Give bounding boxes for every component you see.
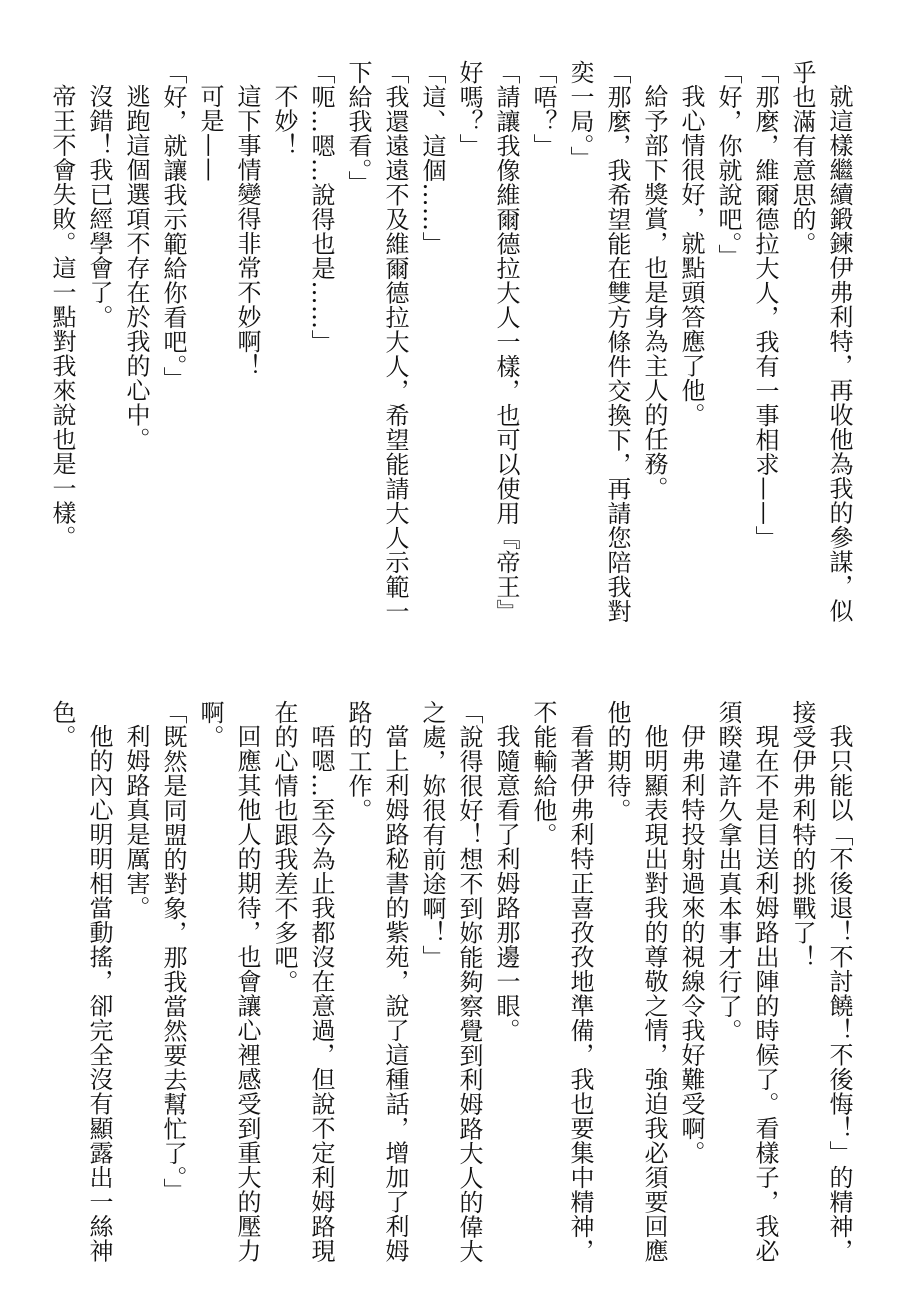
text-line: 他的內心明明相當動搖，卻完全沒有顯露出一絲神 [85,724,113,1263]
text-line: 我心情很好，就點頭答應了他。 [677,84,705,427]
text-line: 帝王不會失敗。這一點對我來說也是一樣。 [48,84,76,550]
text-line: 他的期待。 [603,700,631,823]
bottom-text-block [48,700,857,1270]
text-line: 「好，就讓我示範給你看吧。」 [159,60,187,391]
text-line: 「請讓我像維爾德拉大人一樣，也可以使用『帝王』 [492,60,520,624]
text-line: 之處，妳很有前途啊！」 [418,700,446,970]
text-line: 不妙！ [270,84,298,158]
text-line: 可是—— [196,84,224,182]
text-line: 「唔？」 [529,60,557,158]
text-line: 在的心情也跟我差不多吧。 [270,700,298,994]
text-line: 奕一局。」 [566,60,594,171]
text-line: 給予部下獎賞，也是身為主人的任務。 [640,84,668,501]
text-line: 他明顯表現出對我的尊敬之情，強迫我必須要回應 [640,724,668,1263]
text-line: 啊。 [196,700,224,749]
text-line: 「呃…嗯…說得也是……」 [307,60,335,354]
text-line: 現在不是目送利姆路出陣的時候了。看樣子，我必 [751,724,779,1263]
text-line: 這下事情變得非常不妙啊！ [233,84,261,378]
text-line: 乎也滿有意思的。 [788,60,816,256]
text-line: 路的工作。 [344,700,372,823]
text-line: 接受伊弗利特的挑戰了！ [788,700,816,970]
text-line: 我只能以「不後退！不討饒！不後悔！」的精神， [825,724,853,1263]
text-line: 利姆路真是厲害。 [122,724,150,920]
text-line: 我隨意看了利姆路那邊一眼。 [492,724,520,1043]
text-line: 「說得很好！想不到妳能夠察覺到利姆路大人的偉大 [455,700,483,1264]
text-line: 色。 [48,700,76,749]
text-line: 「好，你就說吧。」 [714,60,742,269]
text-line: 「既然是同盟的對象，那我當然要去幫忙了。」 [159,700,187,1203]
text-line: 「那麼，維爾德拉大人，我有一事相求——」 [751,60,779,550]
text-line: 好嗎？」 [455,60,483,158]
text-line: 伊弗利特投射過來的視線令我好難受啊。 [677,724,705,1165]
text-line: 下給我看。」 [344,60,372,195]
text-line: 不能輸給他。 [529,700,557,847]
text-line: 「那麼，我希望能在雙方條件交換下，再請您陪我對 [603,60,631,624]
text-line: 「這、這個……」 [418,60,446,256]
text-line: 就這樣繼續鍛鍊伊弗利特，再收他為我的參謀，似 [825,84,853,623]
text-line: 當上利姆路秘書的紫苑，說了這種話，增加了利姆 [381,724,409,1263]
text-line: 唔嗯…至今為止我都沒在意過，但說不定利姆路現 [307,724,335,1263]
text-line: 「我還遠遠不及維爾德拉大人，希望能請大人示範一 [381,60,409,624]
text-line: 須睽違許久拿出真本事才行了。 [714,700,742,1043]
text-line: 看著伊弗利特正喜孜孜地準備，我也要集中精神， [566,724,594,1263]
text-line: 回應其他人的期待，也會讓心裡感受到重大的壓力 [233,724,261,1263]
text-line: 沒錯！我已經學會了。 [85,84,113,329]
top-text-block [48,60,857,660]
text-line: 逃跑這個選項不存在於我的心中。 [122,84,150,452]
